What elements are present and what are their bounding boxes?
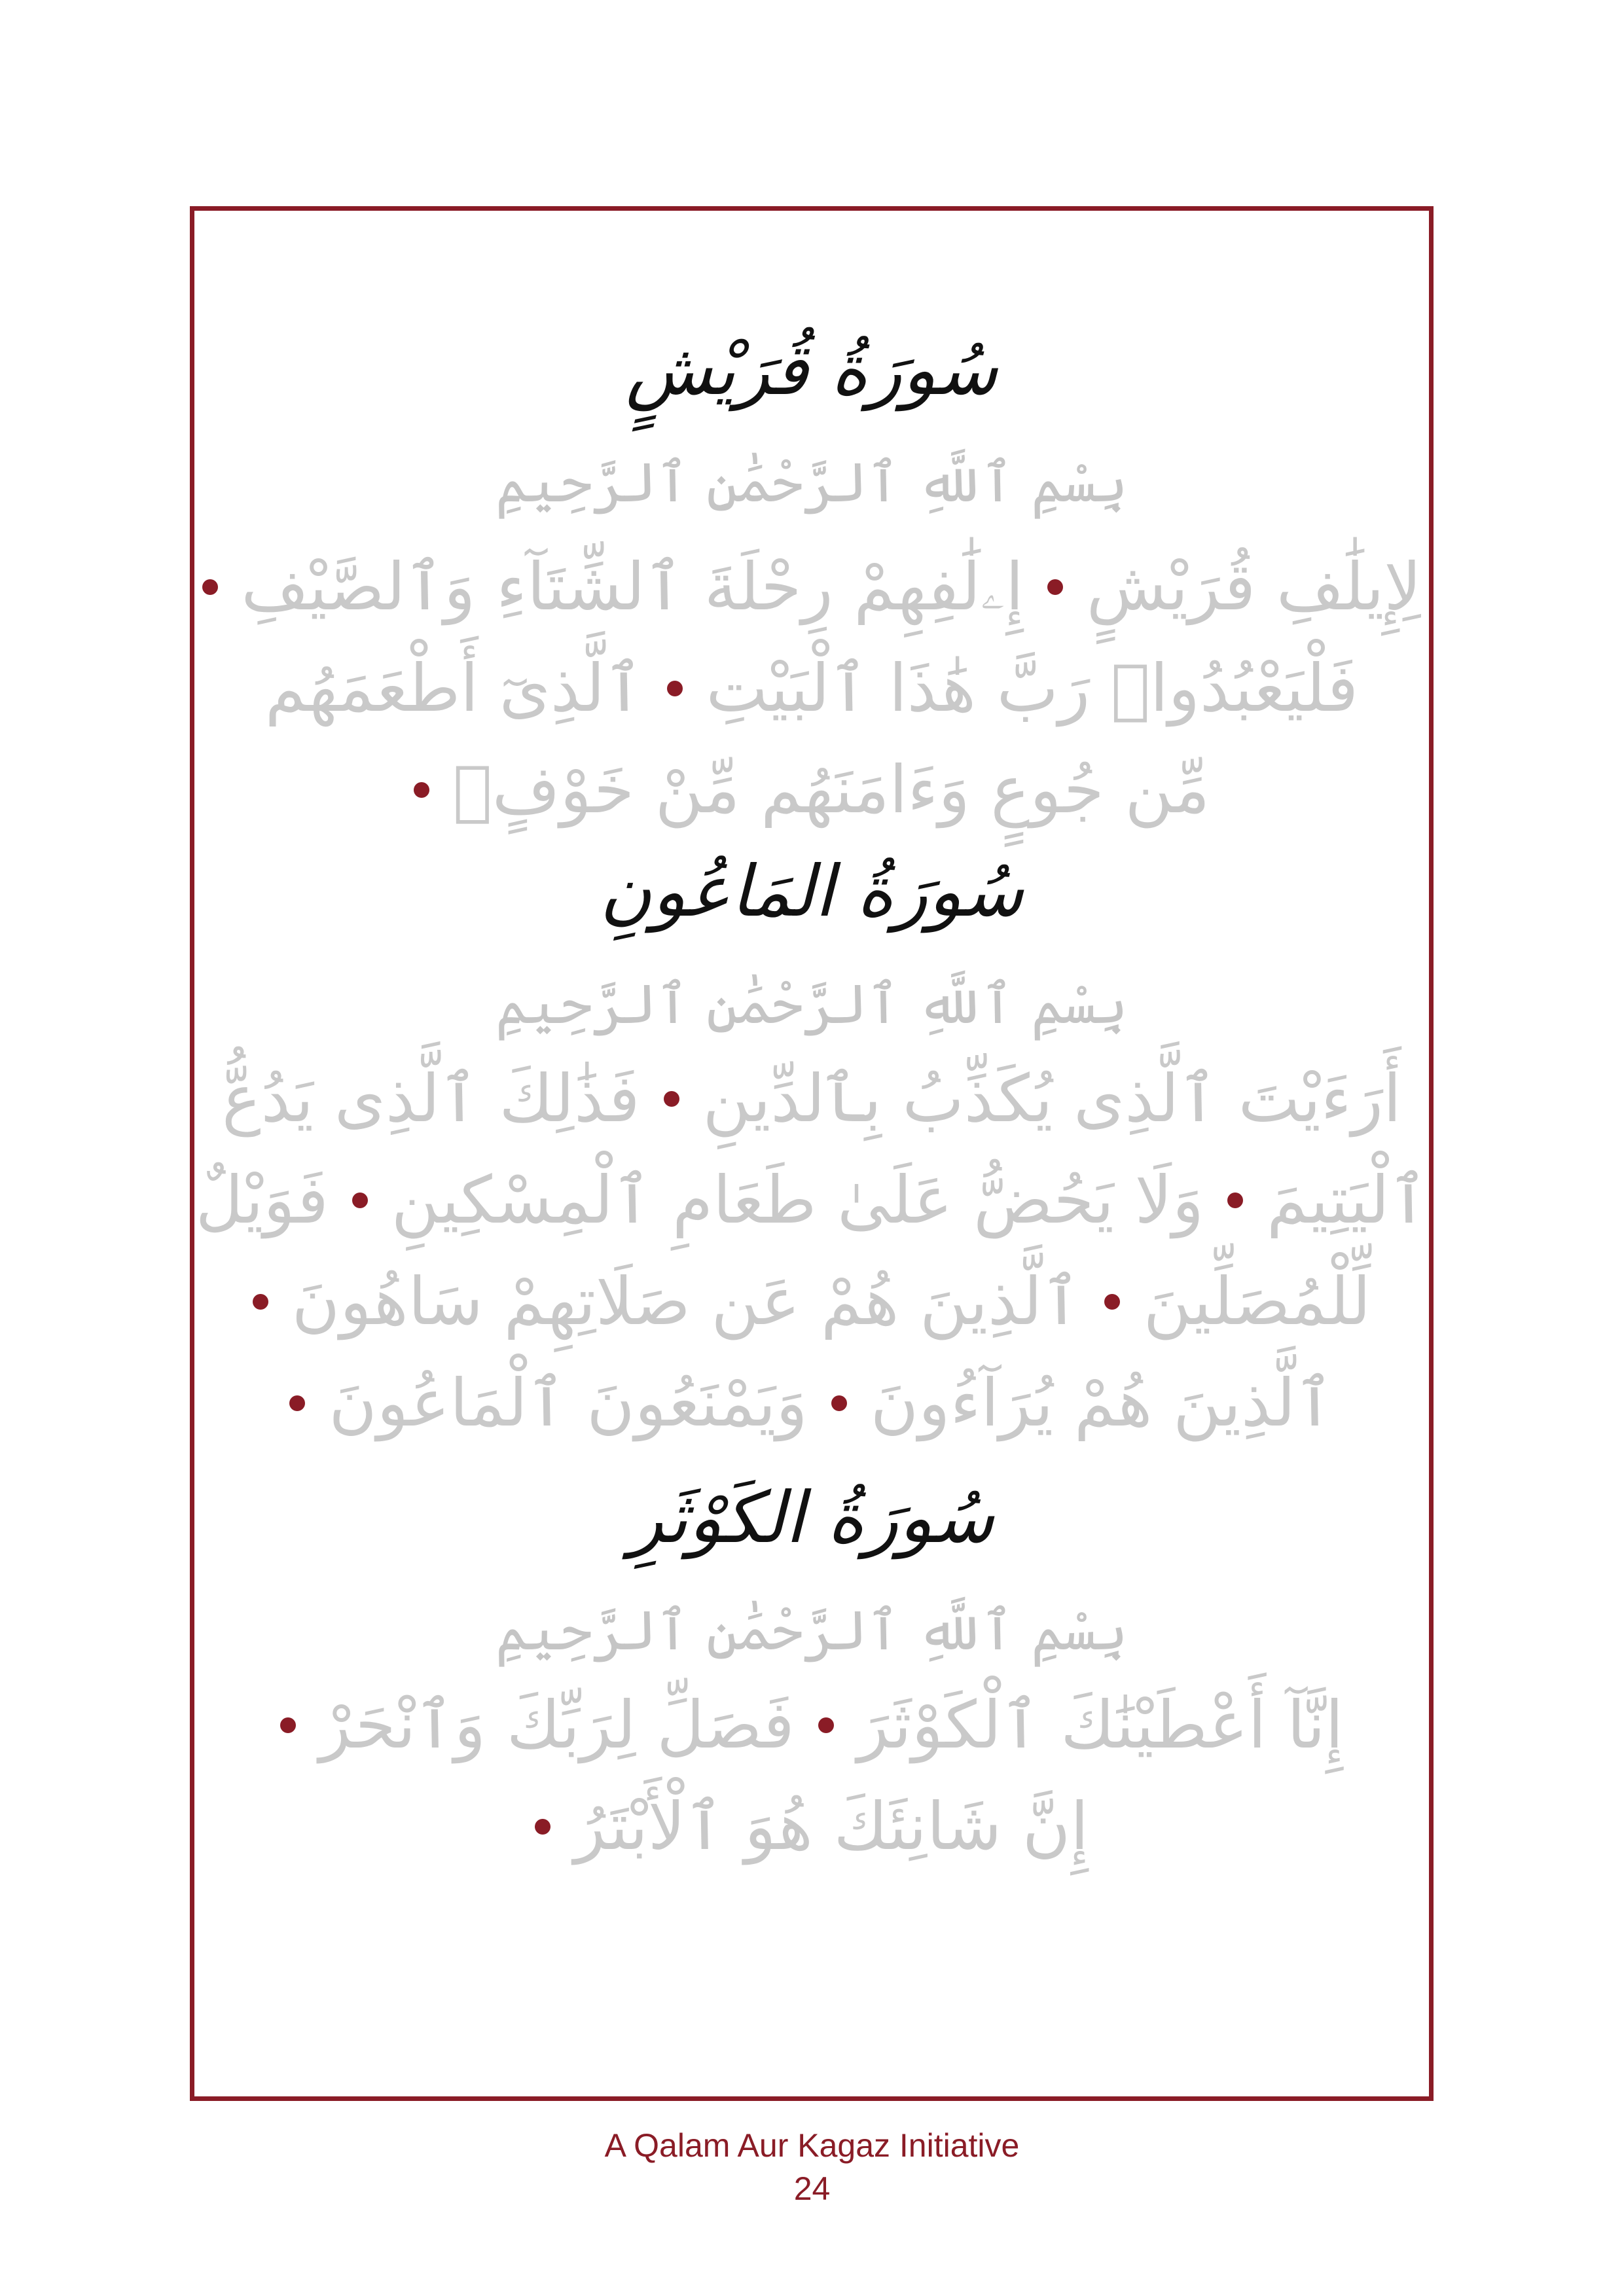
ayah-end-marker [1047, 579, 1063, 595]
surah-title-kawthar: سُورَةُ الكَوْثَرِ [629, 1477, 994, 1559]
ayah: ٱلَّذِينَ هُمْ يُرَآءُونَ [870, 1364, 1334, 1441]
ayah-end-marker [289, 1395, 305, 1411]
bismillah: بِسْمِ ٱللَّهِ ٱلرَّحْمَٰنِ ٱلرَّحِيمِ [495, 972, 1128, 1036]
ayah: فَذَٰلِكَ ٱلَّذِى يَدُعُّ [222, 1060, 640, 1137]
ayah: إِۦلَٰفِهِمْ رِحْلَةَ ٱلشِّتَآءِ وَٱلصَّيْفِ [241, 548, 1024, 625]
ayah: وَيَمْنَعُونَ ٱلْمَاعُونَ [329, 1364, 808, 1441]
ayah: إِنَّ شَانِئَكَ هُوَ ٱلْأَبْتَرُ [573, 1787, 1089, 1865]
ayah-line [241, 1251, 1382, 1352]
ayah: فَصَلِّ لِرَبِّكَ وَٱنْحَرْ [319, 1686, 795, 1763]
ayah: مِّن جُوعٍ وَءَامَنَهُم مِّنْ خَوْفٍۭ [452, 751, 1210, 828]
bismillah: بِسْمِ ٱللَّهِ ٱلرَّحْمَٰنِ ٱلرَّحِيمِ [495, 450, 1128, 514]
ayah-line [402, 739, 1221, 840]
ayah: لِّلْمُصَلِّينَ [1143, 1263, 1371, 1340]
ayah-end-marker [667, 681, 683, 696]
ayah-line [190, 536, 1434, 637]
page-footer [0, 2124, 1624, 2210]
ayah: إِنَّآ أَعْطَيْنَٰكَ ٱلْكَوْثَرَ [857, 1686, 1344, 1763]
ayah: لِإِيلَٰفِ قُرَيْشٍ [1086, 548, 1422, 625]
ayah: ٱلْيَتِيمَ [1267, 1161, 1428, 1238]
surah-title-quraysh: سُورَةُ قُرَيْشٍ [625, 329, 998, 411]
ayah-line [268, 1674, 1356, 1776]
ayah: ٱلَّذِىٓ أَطْعَمَهُم [264, 649, 643, 726]
ayah-line [253, 637, 1370, 739]
page-frame [190, 206, 1434, 2101]
page-number: 24 [793, 2170, 831, 2207]
ayah: وَلَا يَحُضُّ عَلَىٰ طَعَامِ ٱلْمِسْكِينِ [391, 1161, 1204, 1238]
ayah-end-marker [664, 1091, 679, 1107]
ayah-end-marker [818, 1717, 834, 1733]
ayah-end-marker [253, 1294, 268, 1310]
ayah: ٱلَّذِينَ هُمْ عَن صَلَاتِهِمْ سَاهُونَ [291, 1263, 1081, 1340]
ayah-end-marker [414, 782, 429, 798]
ayah: أَرَءَيْتَ ٱلَّذِى يُكَذِّبُ بِٱلدِّينِ [702, 1060, 1401, 1137]
ayah-end-marker [352, 1193, 368, 1208]
ayah: فَلْيَعْبُدُوا۟ رَبَّ هَٰذَا ٱلْبَيْتِ [706, 649, 1359, 726]
ayah-end-marker [1227, 1193, 1243, 1208]
bismillah: بِسْمِ ٱللَّهِ ٱلرَّحْمَٰنِ ٱلرَّحِيمِ [495, 1598, 1128, 1662]
ayah-end-marker [202, 579, 218, 595]
surah-content [194, 276, 1429, 1877]
ayah: فَوَيْلٌ [195, 1161, 329, 1238]
ayah-end-marker [831, 1395, 847, 1411]
ayah-line [210, 1048, 1413, 1149]
ayah-end-marker [280, 1717, 296, 1733]
ayah-end-marker [1104, 1294, 1120, 1310]
ayah-line [278, 1352, 1345, 1454]
ayah-line [523, 1776, 1100, 1877]
surah-title-maun: سُورَةُ المَاعُونِ [600, 851, 1024, 933]
ayah-end-marker [535, 1819, 550, 1835]
footer-initiative: A Qalam Aur Kagaz Initiative [604, 2127, 1020, 2164]
ayah-line [184, 1149, 1440, 1251]
